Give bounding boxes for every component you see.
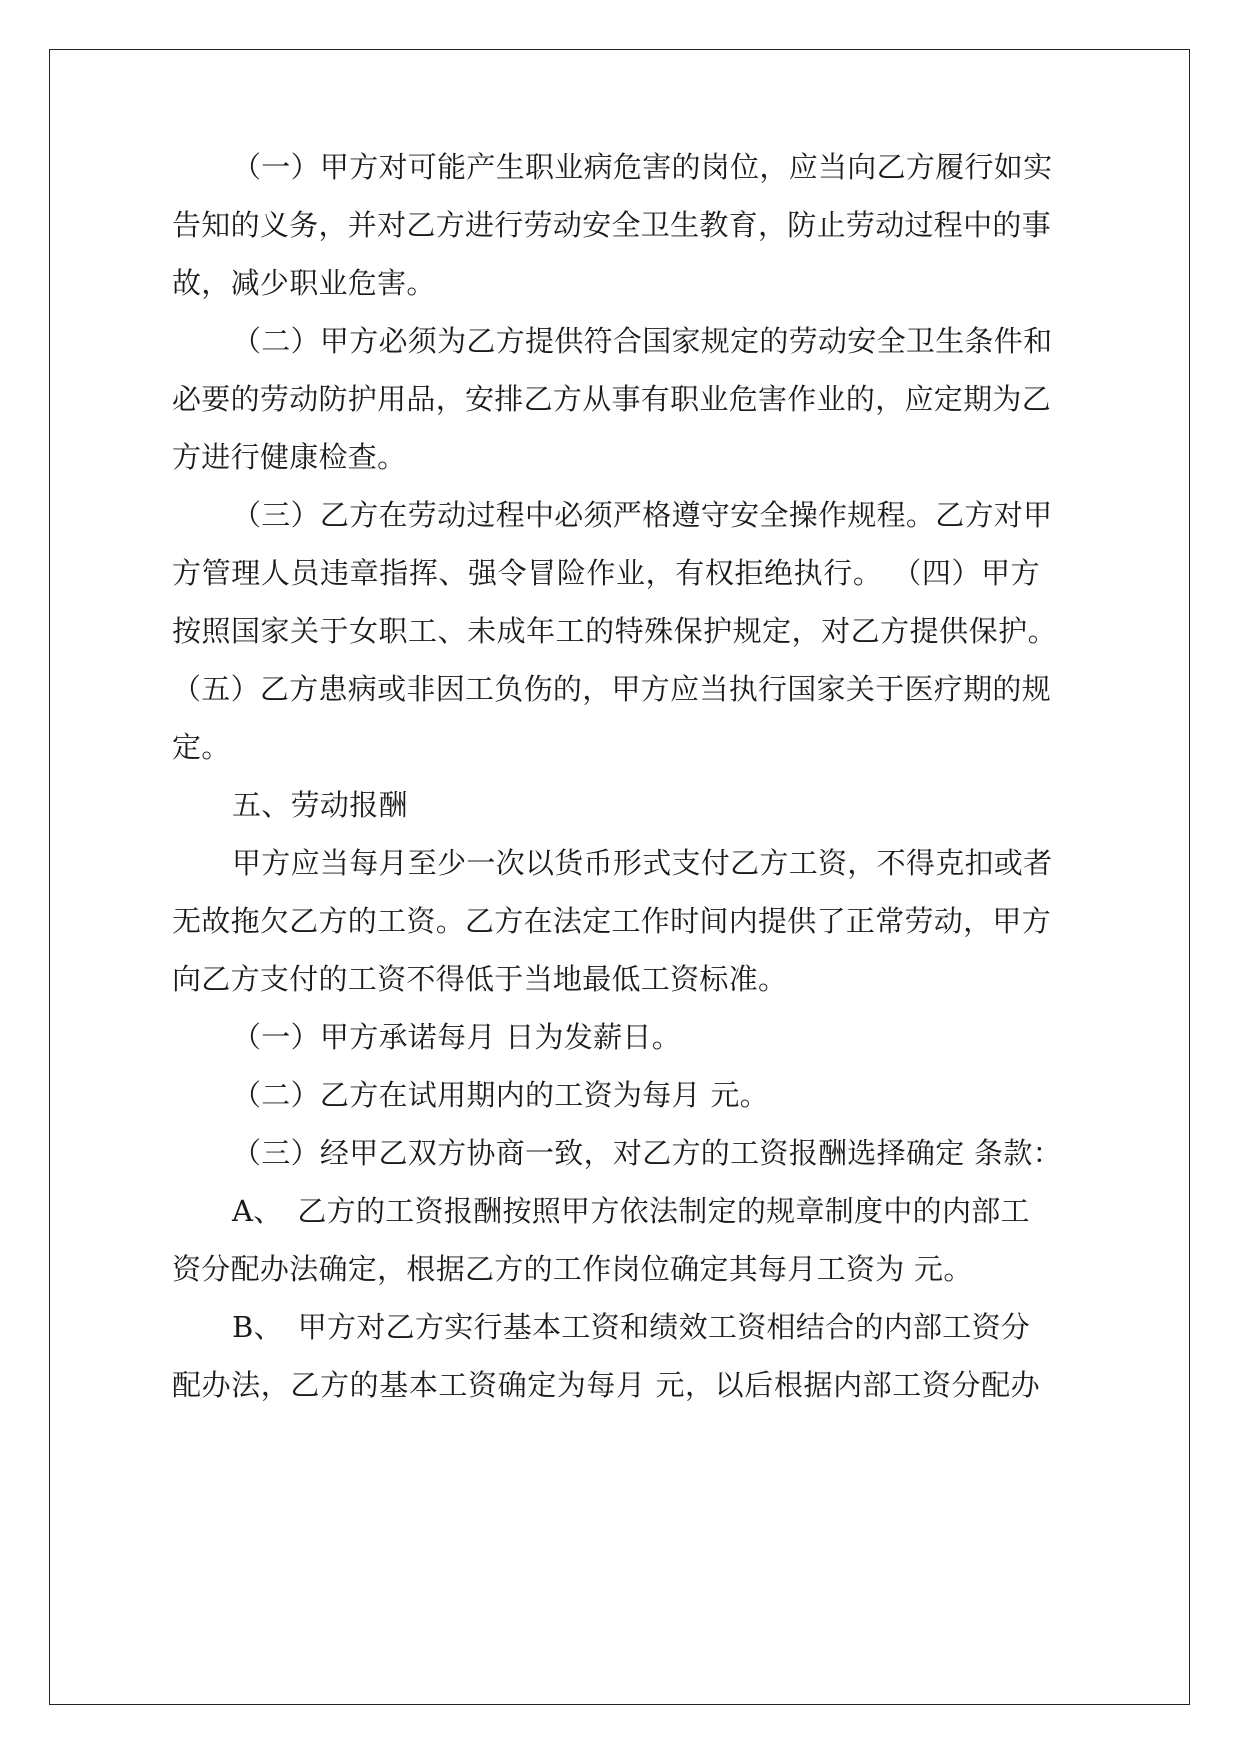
- paragraph-4-line-3: 向乙方支付的工资不得低于当地最低工资标准。: [172, 962, 788, 996]
- paragraph-1-line-2: 告知的义务，并对乙方进行劳动安全卫生教育，防止劳动过程中的事: [172, 208, 1052, 242]
- clause-3: （三）经甲乙双方协商一致，对乙方的工资报酬选择确定 条款：: [232, 1136, 1062, 1170]
- paragraph-3-line-1: （三）乙方在劳动过程中必须严格遵守安全操作规程。乙方对甲: [232, 498, 1053, 532]
- option-a-line-2: 资分配办法确定，根据乙方的工作岗位确定其每月工资为 元。: [172, 1252, 973, 1286]
- option-b-line-2: 配办法，乙方的基本工资确定为每月 元，以后根据内部工资分配办: [172, 1368, 1040, 1402]
- paragraph-3-line-3: 按照国家关于女职工、未成年工的特殊保护规定，对乙方提供保护。: [172, 614, 1057, 648]
- paragraph-1-line-1: （一）甲方对可能产生职业病危害的岗位，应当向乙方履行如实: [232, 150, 1053, 184]
- paragraph-1-line-3: 故，减少职业危害。: [172, 266, 436, 300]
- section-heading: 五、劳动报酬: [232, 788, 408, 822]
- paragraph-4-line-1: 甲方应当每月至少一次以货币形式支付乙方工资，不得克扣或者: [232, 846, 1053, 880]
- paragraph-2-line-1: （二）甲方必须为乙方提供符合国家规定的劳动安全卫生条件和: [232, 324, 1053, 358]
- paragraph-2-line-2: 必要的劳动防护用品，安排乙方从事有职业危害作业的，应定期为乙: [172, 382, 1052, 416]
- paragraph-3-line-5: 定。: [172, 730, 231, 764]
- paragraph-4-line-2: 无故拖欠乙方的工资。乙方在法定工作时间内提供了正常劳动，甲方: [172, 904, 1052, 938]
- paragraph-3-line-2: 方管理人员违章指挥、强令冒险作业，有权拒绝执行。 （四）甲方: [172, 556, 1040, 590]
- clause-1: （一）甲方承诺每月 日为发薪日。: [232, 1020, 682, 1054]
- option-b-line-1: B、 甲方对乙方实行基本工资和绩效工资相结合的内部工资分: [232, 1310, 1031, 1344]
- paragraph-3-line-4: （五）乙方患病或非因工负伤的，甲方应当执行国家关于医疗期的规: [172, 672, 1052, 706]
- clause-2: （二）乙方在试用期内的工资为每月 元。: [232, 1078, 769, 1112]
- option-a-line-1: A、 乙方的工资报酬按照甲方依法制定的规章制度中的内部工: [232, 1194, 1030, 1228]
- paragraph-2-line-3: 方进行健康检查。: [172, 440, 407, 474]
